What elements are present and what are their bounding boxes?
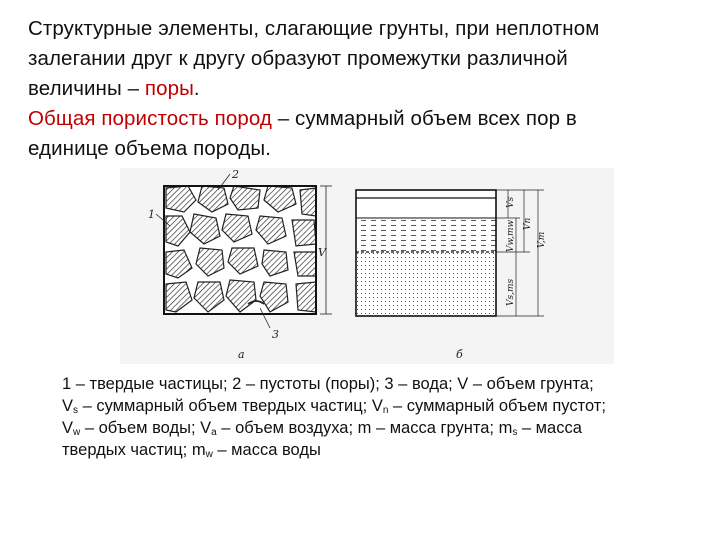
label-3: 3 (272, 328, 279, 341)
label-vs-ms: Vs,ms (506, 278, 516, 306)
label-vw-mw: Vw,mw (506, 219, 516, 252)
figure-caption (62, 373, 702, 461)
phase-diagram (356, 190, 547, 361)
heading-text (28, 14, 698, 164)
caption-vs-symbol: V (62, 397, 74, 415)
caption-line-2 (62, 395, 702, 417)
label-v: V (318, 246, 326, 259)
heading-line-3-pre: величины – (28, 77, 145, 100)
caption-line-4-b: – масса воды (212, 441, 321, 459)
caption-vs-sub: s (73, 405, 79, 416)
solids-layer (356, 252, 496, 316)
heading-line-3 (28, 74, 698, 104)
label-b: б (456, 348, 463, 361)
caption-line-1: 1 – твердые частицы; 2 – пустоты (поры); 3 – вода; V – объем грунта; (62, 375, 594, 393)
label-vm: V,m (537, 231, 547, 248)
caption-line-3-c: – объем воздуха; m – масса грунта; m (216, 419, 513, 437)
figure-drawing (120, 168, 614, 364)
soil-structure-figure (120, 168, 614, 364)
label-a: а (238, 348, 245, 361)
caption-line-3 (62, 417, 702, 439)
caption-va-sub: a (211, 427, 217, 438)
heading-line-4-post: – суммарный объем всех пор в (271, 107, 577, 130)
heading-line-3-post: . (193, 77, 200, 100)
water-layer (356, 218, 496, 252)
heading-line-2: залегании друг к другу образуют промежутки различной (28, 47, 568, 70)
label-2: 2 (232, 168, 239, 181)
caption-line-3-d: – масса (517, 419, 582, 437)
heading-line-1: Структурные элементы, слагающие грунты, при неплотном (28, 17, 600, 40)
caption-mw-sub: w (205, 449, 213, 460)
caption-line-2-c: – суммарный объем пустот; (388, 397, 606, 415)
caption-line-3-b: – объем воды; V (80, 419, 212, 437)
label-1: 1 (148, 208, 155, 221)
label-vn: Vn (523, 217, 533, 230)
caption-line-2-b: – суммарный объем твердых частиц; V (78, 397, 383, 415)
caption-vn-sub: n (382, 405, 389, 416)
term-pores: поры (144, 77, 194, 100)
term-total-porosity: Общая пористость пород (28, 107, 272, 130)
label-vs-top: Vs (506, 196, 516, 208)
caption-ms-sub: s (512, 427, 518, 438)
heading-line-5: единице объема породы. (28, 137, 272, 160)
grain-box (148, 168, 332, 361)
caption-line-4-a: твердых частиц; m (62, 441, 206, 459)
caption-vw-symbol: V (62, 419, 74, 437)
heading-line-4 (28, 104, 698, 134)
caption-vw-sub: w (73, 427, 81, 438)
caption-line-4 (62, 439, 702, 461)
